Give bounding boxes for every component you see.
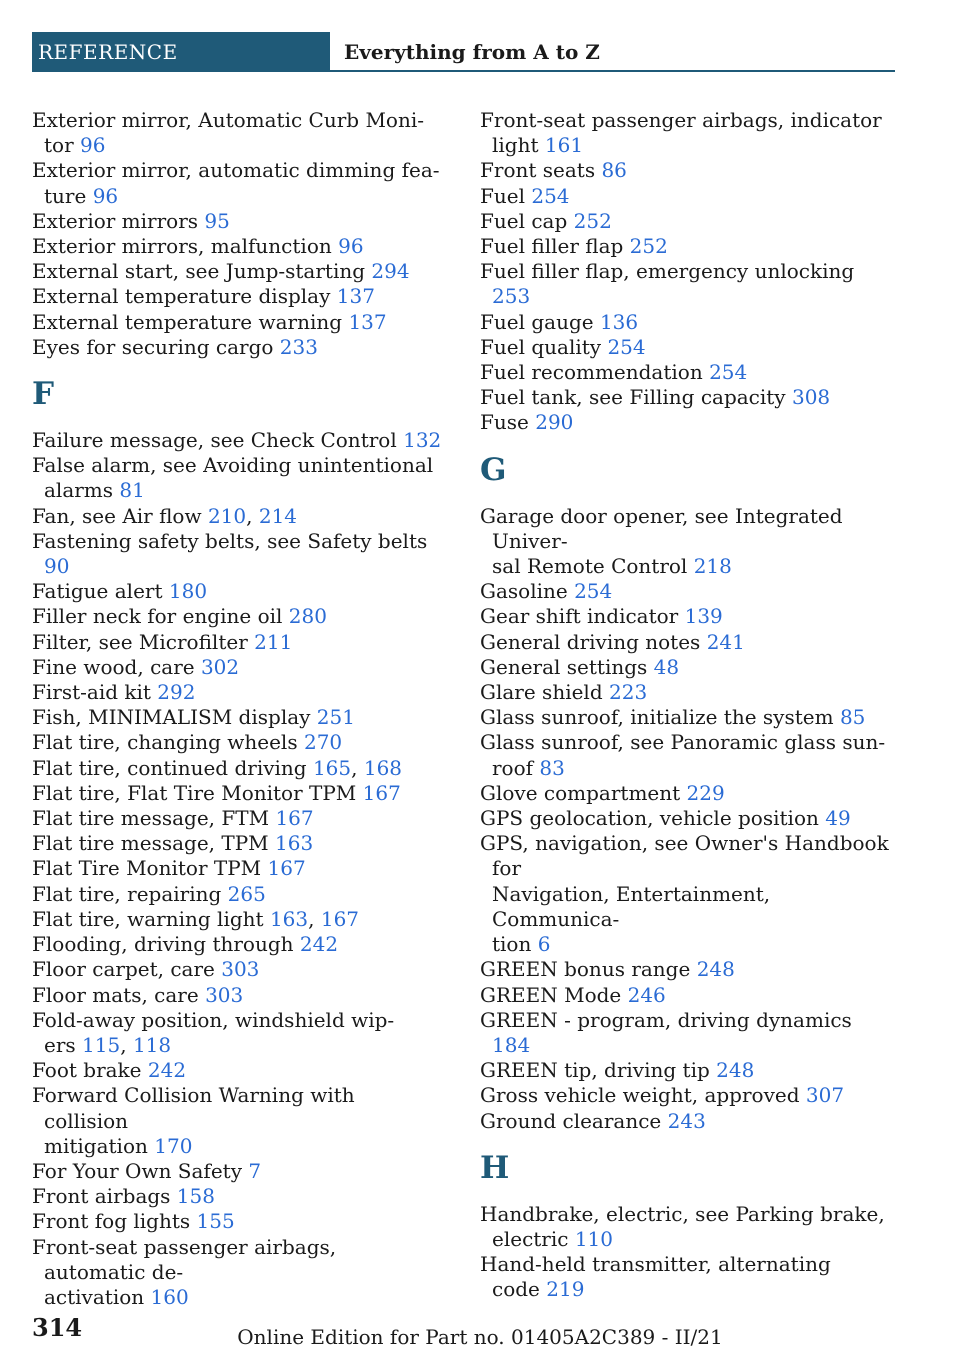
- index-entry: [480, 655, 895, 680]
- page-link[interactable]: 81: [119, 478, 145, 503]
- index-entry: [480, 259, 895, 309]
- page-header: [32, 32, 895, 72]
- entry-term-continued: tion: [492, 932, 532, 957]
- page-link[interactable]: 252: [629, 234, 668, 259]
- entry-term: Glass sunroof, initialize the system: [480, 705, 834, 730]
- page-link[interactable]: 136: [599, 309, 639, 334]
- page-link[interactable]: 158: [176, 1184, 215, 1209]
- index-entry: [480, 504, 895, 580]
- entry-term: Foot brake: [32, 1058, 142, 1083]
- index-entry: Flat tire, continued driving 165, 168: [32, 755, 403, 780]
- index-entry: [480, 1109, 895, 1134]
- page-link[interactable]: 96: [92, 183, 119, 208]
- entry-term: Fatigue alert: [32, 579, 163, 604]
- index-entry: [32, 831, 442, 856]
- header-rule: [330, 70, 895, 72]
- entry-term: General settings: [480, 654, 648, 679]
- index-entry: [32, 529, 442, 579]
- page-link[interactable]: 280: [288, 604, 327, 629]
- entry-term: Fuel cap: [480, 208, 568, 233]
- index-entry: [480, 108, 895, 158]
- page-link[interactable]: 167: [267, 856, 306, 881]
- entry-term: GREEN - program, driving dynamics: [480, 1007, 852, 1032]
- entry-term: Exterior mirrors, malfunction: [32, 234, 332, 259]
- page-link[interactable]: 290: [535, 410, 574, 435]
- index-entry: Fan, see Air flow 210, 214: [32, 503, 298, 528]
- page-link[interactable]: 96: [338, 234, 364, 259]
- page-link[interactable]: 118: [132, 1032, 172, 1057]
- page-link[interactable]: 161: [544, 133, 584, 158]
- entry-term: GREEN tip, driving tip: [480, 1058, 710, 1083]
- entry-term: External start, see Jump-starting: [32, 259, 366, 284]
- index-entry: [32, 957, 442, 982]
- entry-term-continued: activation: [44, 1284, 145, 1309]
- page-link[interactable]: 49: [825, 806, 851, 831]
- entry-term: Fuel filler flap: [480, 234, 624, 259]
- entry-term: Glare shield: [480, 680, 603, 705]
- entry-term: Front seats: [480, 158, 596, 183]
- page-link[interactable]: 155: [196, 1209, 235, 1234]
- page-link[interactable]: 95: [204, 208, 230, 233]
- entry-term: Exterior mirror, Automatic Curb Moni-: [32, 108, 425, 132]
- entry-term: Garage door opener, see Integrated Univer-: [480, 503, 843, 553]
- index-entry: [32, 1184, 442, 1209]
- page-link[interactable]: 248: [696, 957, 735, 982]
- index-entry: [32, 209, 442, 234]
- index-entry: [32, 310, 442, 335]
- index-entry: [480, 234, 895, 259]
- page-link[interactable]: 90: [44, 554, 70, 579]
- index-entry: [480, 1202, 895, 1252]
- entry-term: Fine wood, care: [32, 654, 195, 679]
- entry-term: Exterior mirror, automatic dimming fea-: [32, 158, 440, 183]
- index-entry: [32, 680, 442, 705]
- entry-term-continued: alarms: [44, 478, 114, 503]
- entry-term-continued: sal Remote Control: [492, 554, 688, 579]
- page-link[interactable]: 170: [154, 1133, 193, 1158]
- entry-term: Flooding, driving through: [32, 932, 294, 957]
- entry-term: Flat tire, changing wheels: [32, 730, 298, 755]
- index-entry: [32, 983, 442, 1008]
- entry-term: Fish, MINIMALISM display: [32, 705, 311, 730]
- page-link[interactable]: 7: [248, 1158, 262, 1183]
- index-entry: [480, 604, 895, 629]
- index-entry: [480, 680, 895, 705]
- page-link[interactable]: 132: [403, 428, 442, 453]
- index-entry: [32, 604, 442, 629]
- index-entry: [32, 108, 442, 158]
- page-link[interactable]: 252: [573, 208, 612, 233]
- index-entry: [32, 630, 442, 655]
- page-link[interactable]: 292: [157, 680, 196, 705]
- entry-term-continued: ture: [44, 183, 87, 208]
- index-entry: [480, 385, 895, 410]
- page-link[interactable]: 115: [82, 1032, 121, 1057]
- index-entry: [480, 730, 895, 780]
- entry-term: Front airbags: [32, 1184, 171, 1209]
- index-entry: [32, 1083, 442, 1159]
- index-entry: [480, 579, 895, 604]
- page-link[interactable]: 163: [275, 831, 314, 856]
- page-link[interactable]: 270: [303, 730, 343, 755]
- index-entry: [480, 360, 895, 385]
- page-link[interactable]: 167: [362, 780, 401, 805]
- index-entry: [32, 259, 442, 284]
- page-number: 314: [32, 1313, 83, 1342]
- index-entry: [32, 1159, 442, 1184]
- page-link[interactable]: 307: [805, 1083, 845, 1108]
- entry-term-continued: code: [492, 1277, 540, 1302]
- page-link[interactable]: 302: [200, 654, 240, 679]
- entry-term: Ground clearance: [480, 1108, 662, 1133]
- entry-term: Flat tire message, FTM: [32, 806, 270, 831]
- page-link[interactable]: 48: [653, 654, 680, 679]
- index-entry: [32, 453, 442, 503]
- index-entry: [480, 1252, 895, 1302]
- page-link[interactable]: 243: [667, 1108, 706, 1133]
- page-link[interactable]: 110: [574, 1226, 614, 1251]
- index-entry: [32, 806, 442, 831]
- page-link[interactable]: 248: [716, 1058, 755, 1083]
- index-letter-heading: F: [32, 376, 55, 413]
- index-entry: [480, 209, 895, 234]
- index-column-right: [480, 108, 895, 1303]
- page-link[interactable]: 83: [539, 755, 565, 780]
- entry-term: Fastening safety belts, see Safety belts: [32, 528, 428, 553]
- index-entry: [32, 655, 442, 680]
- entry-term: Flat tire, continued driving: [32, 755, 307, 780]
- page-link[interactable]: 308: [791, 385, 831, 410]
- entry-term: Flat tire, repairing: [32, 881, 222, 906]
- entry-term: Flat tire, warning light: [32, 906, 264, 931]
- entry-term: Glass sunroof, see Panoramic glass sun-: [480, 730, 886, 755]
- index-entry: Flat tire, warning light 163, 167: [32, 906, 360, 931]
- page-link[interactable]: 96: [80, 133, 106, 158]
- entry-term: Forward Collision Warning with collision: [32, 1083, 355, 1133]
- entry-term: Flat Tire Monitor TPM: [32, 856, 262, 881]
- entry-term: GREEN bonus range: [480, 957, 691, 982]
- index-entry: [480, 705, 895, 730]
- entry-term: Gross vehicle weight, approved: [480, 1083, 800, 1108]
- page-link[interactable]: 139: [684, 604, 723, 629]
- index-entry: [480, 1083, 895, 1108]
- index-entry: [32, 234, 442, 259]
- page-link[interactable]: 210: [207, 503, 247, 528]
- chapter-title: Everything from A to Z: [344, 40, 600, 64]
- index-entry: [480, 781, 895, 806]
- entry-term-continued: mitigation: [44, 1133, 148, 1158]
- page-link[interactable]: 251: [316, 705, 355, 730]
- page-link[interactable]: 85: [839, 705, 866, 730]
- page-link[interactable]: 253: [492, 284, 531, 309]
- index-entry: [480, 184, 895, 209]
- page-link[interactable]: 211: [254, 629, 293, 654]
- page-link[interactable]: 163: [269, 906, 309, 931]
- entry-term: Front-seat passenger airbags, automatic de-: [32, 1234, 337, 1284]
- page-link[interactable]: 184: [492, 1032, 531, 1057]
- index-entry: [32, 882, 442, 907]
- entry-term: Flat tire, Flat Tire Monitor TPM: [32, 780, 357, 805]
- index-entry: [480, 983, 895, 1008]
- index-entry: [32, 428, 442, 453]
- index-entry: [32, 1209, 442, 1234]
- entry-term: Fold-away position, windshield wip-: [32, 1007, 395, 1032]
- entry-term: Gasoline: [480, 579, 568, 604]
- entry-term: Fuel filler flap, emergency unlocking: [480, 259, 855, 284]
- page-link[interactable]: 223: [609, 680, 648, 705]
- page-link[interactable]: 233: [279, 334, 318, 359]
- entry-term: Floor mats, care: [32, 982, 199, 1007]
- index-entry: [32, 1058, 442, 1083]
- entry-term: GPS geolocation, vehicle position: [480, 806, 819, 831]
- entry-term: General driving notes: [480, 629, 701, 654]
- page-link[interactable]: 229: [686, 780, 725, 805]
- page-link[interactable]: 6: [537, 932, 551, 957]
- page-link[interactable]: 180: [168, 579, 208, 604]
- page-link[interactable]: 168: [363, 755, 403, 780]
- entry-term: Filler neck for engine oil: [32, 604, 283, 629]
- index-entry: [480, 310, 895, 335]
- index-entry: [480, 1058, 895, 1083]
- entry-term-continued: Navigation, Entertainment, Communica-: [492, 881, 771, 931]
- page-link[interactable]: 86: [601, 158, 627, 183]
- index-column-left: [32, 108, 442, 1310]
- page-link[interactable]: 167: [275, 806, 314, 831]
- page-link[interactable]: 218: [693, 554, 732, 579]
- footer-edition: Online Edition for Part no. 01405A2C389 - II/21: [237, 1325, 723, 1349]
- index-entry: Fold-away position, windshield wip- ers 115, 118: [32, 1007, 395, 1057]
- entry-term: External temperature display: [32, 284, 331, 309]
- page-link[interactable]: 241: [706, 629, 745, 654]
- index-entry: [32, 284, 442, 309]
- entry-term: Front-seat passenger airbags, indicator: [480, 108, 882, 132]
- index-entry: [32, 730, 442, 755]
- index-entry: [32, 1235, 442, 1311]
- page-link[interactable]: 303: [205, 982, 244, 1007]
- page-link[interactable]: 254: [607, 334, 646, 359]
- entry-term: Floor carpet, care: [32, 957, 215, 982]
- entry-term: Filter, see Microfilter: [32, 629, 248, 654]
- page-link[interactable]: 265: [227, 881, 266, 906]
- entry-term: GREEN Mode: [480, 982, 622, 1007]
- index-entry: [32, 335, 442, 360]
- page-link[interactable]: 165: [312, 755, 352, 780]
- index-entry: [32, 781, 442, 806]
- entry-term: Fuse: [480, 410, 529, 435]
- entry-term: Fuel recommendation: [480, 360, 703, 385]
- entry-term-continued: ers: [44, 1032, 76, 1057]
- page-link[interactable]: 137: [336, 284, 375, 309]
- entry-term: Exterior mirrors: [32, 208, 199, 233]
- page-link[interactable]: 294: [371, 259, 410, 284]
- entry-term: Hand-held transmitter, alternating: [480, 1252, 831, 1277]
- page-link[interactable]: 137: [348, 309, 387, 334]
- index-entry: [480, 335, 895, 360]
- index-entry: [480, 630, 895, 655]
- entry-term-continued: tor: [44, 133, 74, 158]
- index-entry: [32, 579, 442, 604]
- entry-term-continued: light: [492, 133, 539, 158]
- page-link[interactable]: 254: [574, 579, 613, 604]
- entry-term: False alarm, see Avoiding unintentional: [32, 453, 434, 478]
- page-link[interactable]: 246: [627, 982, 666, 1007]
- index-entry: [32, 856, 442, 881]
- section-label: REFERENCE: [32, 32, 330, 72]
- index-entry: [32, 158, 442, 208]
- entry-term: External temperature warning: [32, 309, 343, 334]
- entry-term: First-aid kit: [32, 680, 151, 705]
- page-link[interactable]: 303: [221, 957, 260, 982]
- entry-term: Eyes for securing cargo: [32, 334, 274, 359]
- index-letter-heading: G: [480, 451, 507, 488]
- index-entry: [480, 410, 895, 435]
- page-link[interactable]: 242: [147, 1058, 187, 1083]
- index-entry: [32, 705, 442, 730]
- entry-term-continued: electric: [492, 1226, 569, 1251]
- index-entry: [480, 158, 895, 183]
- page-link[interactable]: 167: [320, 906, 360, 931]
- entry-term: Gear shift indicator: [480, 604, 679, 629]
- page-link[interactable]: 254: [531, 183, 570, 208]
- entry-term: GPS, navigation, see Owner's Handbook for: [480, 831, 889, 881]
- index-entry: [480, 831, 895, 957]
- entry-term: Flat tire message, TPM: [32, 831, 269, 856]
- entry-term: Fuel quality: [480, 334, 602, 359]
- entry-term: Fuel: [480, 183, 525, 208]
- entry-term-continued: roof: [492, 755, 534, 780]
- page-link[interactable]: 254: [709, 360, 748, 385]
- index-entry: [480, 1008, 895, 1058]
- index-entry: [32, 932, 442, 957]
- entry-term: Handbrake, electric, see Parking brake,: [480, 1201, 885, 1226]
- index-entry: [480, 806, 895, 831]
- index-letter-heading: H: [480, 1149, 510, 1186]
- page-link[interactable]: 214: [258, 503, 298, 528]
- entry-term: For Your Own Safety: [32, 1158, 242, 1183]
- page-link[interactable]: 242: [299, 932, 339, 957]
- entry-term: Front fog lights: [32, 1209, 191, 1234]
- entry-term: Glove compartment: [480, 780, 681, 805]
- entry-term: Fuel tank, see Filling capacity: [480, 385, 786, 410]
- entry-term: Fan, see Air flow: [32, 503, 202, 528]
- entry-term: Fuel gauge: [480, 309, 594, 334]
- entry-term: Failure message, see Check Control: [32, 428, 397, 453]
- page-link[interactable]: 219: [546, 1277, 585, 1302]
- index-entry: [480, 957, 895, 982]
- page-link[interactable]: 160: [150, 1284, 189, 1309]
